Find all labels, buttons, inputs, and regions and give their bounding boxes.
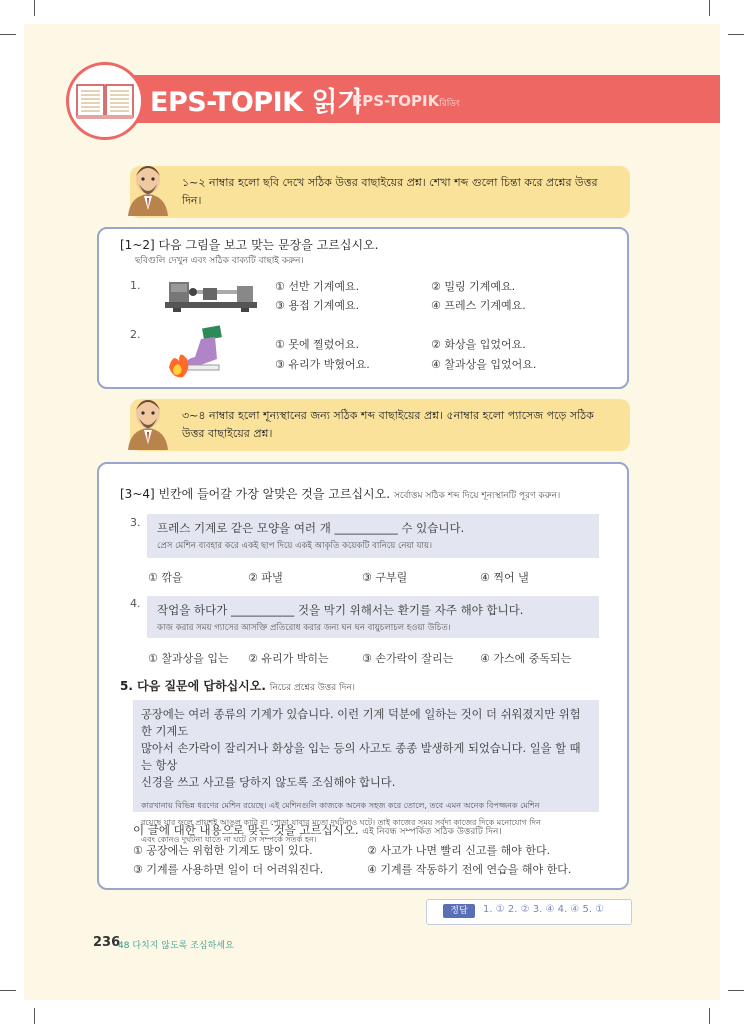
instruction-note-1 xyxy=(130,166,630,218)
question-5-prompt: 이 글에 대한 내용으로 맞는 것을 고르십시오. এই নিবন্ধ সম্পর্কিত সঠিক উত্তরটি দিন। xyxy=(133,823,502,837)
page-subtitle: EPS-TOPIKরিডিং xyxy=(352,92,460,110)
answer-key-label: 정답 xyxy=(443,904,475,918)
passage-line: 공장에는 여러 종류의 기계가 있습니다. 이런 기계 덕분에 일하는 것이 더 쉬워졌지만 위험한 기계도 xyxy=(141,708,581,738)
option[interactable]: ③ 용접 기계예요. xyxy=(275,299,360,312)
option[interactable]: ④ 프레스 기계예요. xyxy=(431,299,526,312)
question-number: 3. xyxy=(130,516,141,529)
option[interactable]: ② 유리가 박히는 xyxy=(248,652,329,665)
option[interactable]: ① 못에 찔렸어요. xyxy=(275,338,360,351)
option[interactable]: ① 찰과상을 입는 xyxy=(148,652,229,665)
question-number: 2. xyxy=(130,328,141,341)
passage-line: 신경을 쓰고 사고를 당하지 않도록 조심해야 합니다. xyxy=(141,776,396,789)
option[interactable]: ① 공장에는 위험한 기계도 많이 있다. xyxy=(133,844,313,857)
question-3-text: 프레스 기계로 같은 모양을 여러 개 ___________ 수 있습니다. xyxy=(157,521,465,535)
section-1-subheading: ছবিগুলি দেখুন এবং সঠিক বাক্যটি বাছাই করুন। xyxy=(135,256,304,266)
instruction-note-2 xyxy=(130,399,630,451)
crop-mark xyxy=(709,1008,710,1024)
option[interactable]: ③ 손가락이 잘리는 xyxy=(362,652,454,665)
option[interactable]: ③ 유리가 박혔어요. xyxy=(275,358,370,371)
option[interactable]: ① 깎을 xyxy=(148,571,183,584)
option[interactable]: ② 파낼 xyxy=(248,571,283,584)
instruction-text: ৩~৪ নাম্বার হলো শূন্যস্থানের জন্য সঠিক শব্দ বাছাইয়ের প্রশ্ন। ৫নাম্বার হলো প্যাসেজ পড়ে সঠিক উত্তর বাছাইয়ের প্রশ্ন। xyxy=(182,409,594,440)
option[interactable]: ② 화상을 입었어요. xyxy=(431,338,526,351)
teacher-avatar xyxy=(120,158,176,222)
option[interactable]: ② 사고가 나면 빨리 신고를 해야 한다. xyxy=(367,844,551,857)
crop-mark xyxy=(728,990,744,991)
question-number: 1. xyxy=(130,279,141,292)
option[interactable]: ④ 가스에 중독되는 xyxy=(480,652,572,665)
question-3-box xyxy=(147,514,599,558)
question-4-text: 작업을 하다가 ___________ 것을 막기 위해서는 환기를 자주 해야 합니다. xyxy=(157,603,524,617)
teacher-avatar xyxy=(120,392,176,456)
crop-mark xyxy=(709,0,710,16)
option[interactable]: ④ 찰과상을 입었어요. xyxy=(431,358,537,371)
book-badge xyxy=(66,62,144,140)
option[interactable]: ③ 기계를 사용하면 일이 더 어려워진다. xyxy=(133,863,324,876)
section-2-heading: [3~4] 빈칸에 들어갈 가장 알맞은 것을 고르십시오. সর্বোত্তম সঠিক শব্দ দিয়ে শূন্যস্থানটি পূরণ করুন। xyxy=(120,487,561,501)
crop-mark xyxy=(0,34,16,35)
crop-mark xyxy=(0,990,16,991)
option[interactable]: ② 밀링 기계예요. xyxy=(431,280,516,293)
passage-translation-line: কারখানায় বিভিন্ন ধরণের মেশিন রয়েছে। এই মেশিনগুলি কাজকে অনেক সহজ করে তোলে, তবে এমন অনেক বিপজ্জনক মেশিন xyxy=(141,801,540,810)
section-1-heading: [1~2] 다음 그림을 보고 맞는 문장을 고르십시오. xyxy=(120,238,379,252)
burned-foot-image xyxy=(165,325,225,385)
passage-translation-line: রয়েছে যার ফলে প্রায়শই আঙুল কাটা বা পোড়া যাবার মতো দুর্ঘটনাও ঘটে। তাই কাজের সময় সর্বদা কাজের দিকে মনোযোগ দিন xyxy=(141,818,541,827)
answer-key-text: 1. ① 2. ② 3. ④ 4. ④ 5. ① xyxy=(483,904,605,915)
question-5-heading: 5. 다음 질문에 답하십시오. নিচের প্রশ্নের উত্তর দিন। xyxy=(120,679,355,693)
page-number: 236 xyxy=(93,935,121,950)
option[interactable]: ① 선반 기계예요. xyxy=(275,280,360,293)
question-4-translation: কাজ করার সময় গ্যাসের আসক্তি প্রতিরোধ করার জন্য ঘন ঘন বায়ুচলাচল হওয়া উচিত। xyxy=(157,623,451,633)
instruction-text: ১~২ নাম্বার হলো ছবি দেখে সঠিক উত্তর বাছাইয়ের প্রশ্ন। শেখা শব্দ গুলো চিন্তা করে প্রশ্নের উত্তর দিন। xyxy=(182,176,598,207)
open-book-icon xyxy=(69,65,141,137)
passage-line: 많아서 손가락이 잘리거나 화상을 입는 등의 사고도 종종 발생하게 되었습니다. 일을 할 때는 항상 xyxy=(141,742,581,772)
crop-mark xyxy=(34,0,35,16)
crop-mark xyxy=(34,1008,35,1024)
chapter-title: 48 다치지 않도록 조심하세요 xyxy=(118,941,234,951)
page-title: EPS-TOPIK 읽기 xyxy=(150,87,363,118)
question-4-box xyxy=(147,596,599,638)
question-number: 4. xyxy=(130,597,141,610)
lathe-machine-image xyxy=(163,276,259,316)
crop-mark xyxy=(728,34,744,35)
option[interactable]: ③ 구부릴 xyxy=(362,571,408,584)
option[interactable]: ④ 찍어 낼 xyxy=(480,571,529,584)
passage-translation-line: এবং কোনও দুর্ঘটনা যাতে না ঘটে সে সম্পর্কে সতর্ক হন। xyxy=(141,835,317,844)
option[interactable]: ④ 기계를 작동하기 전에 연습을 해야 한다. xyxy=(367,863,572,876)
question-3-translation: প্রেস মেশিন ব্যবহার করে একই ছাপ দিয়ে একই আকৃতি কয়েকটি বানিয়ে নেয়া যায়। xyxy=(157,541,433,551)
